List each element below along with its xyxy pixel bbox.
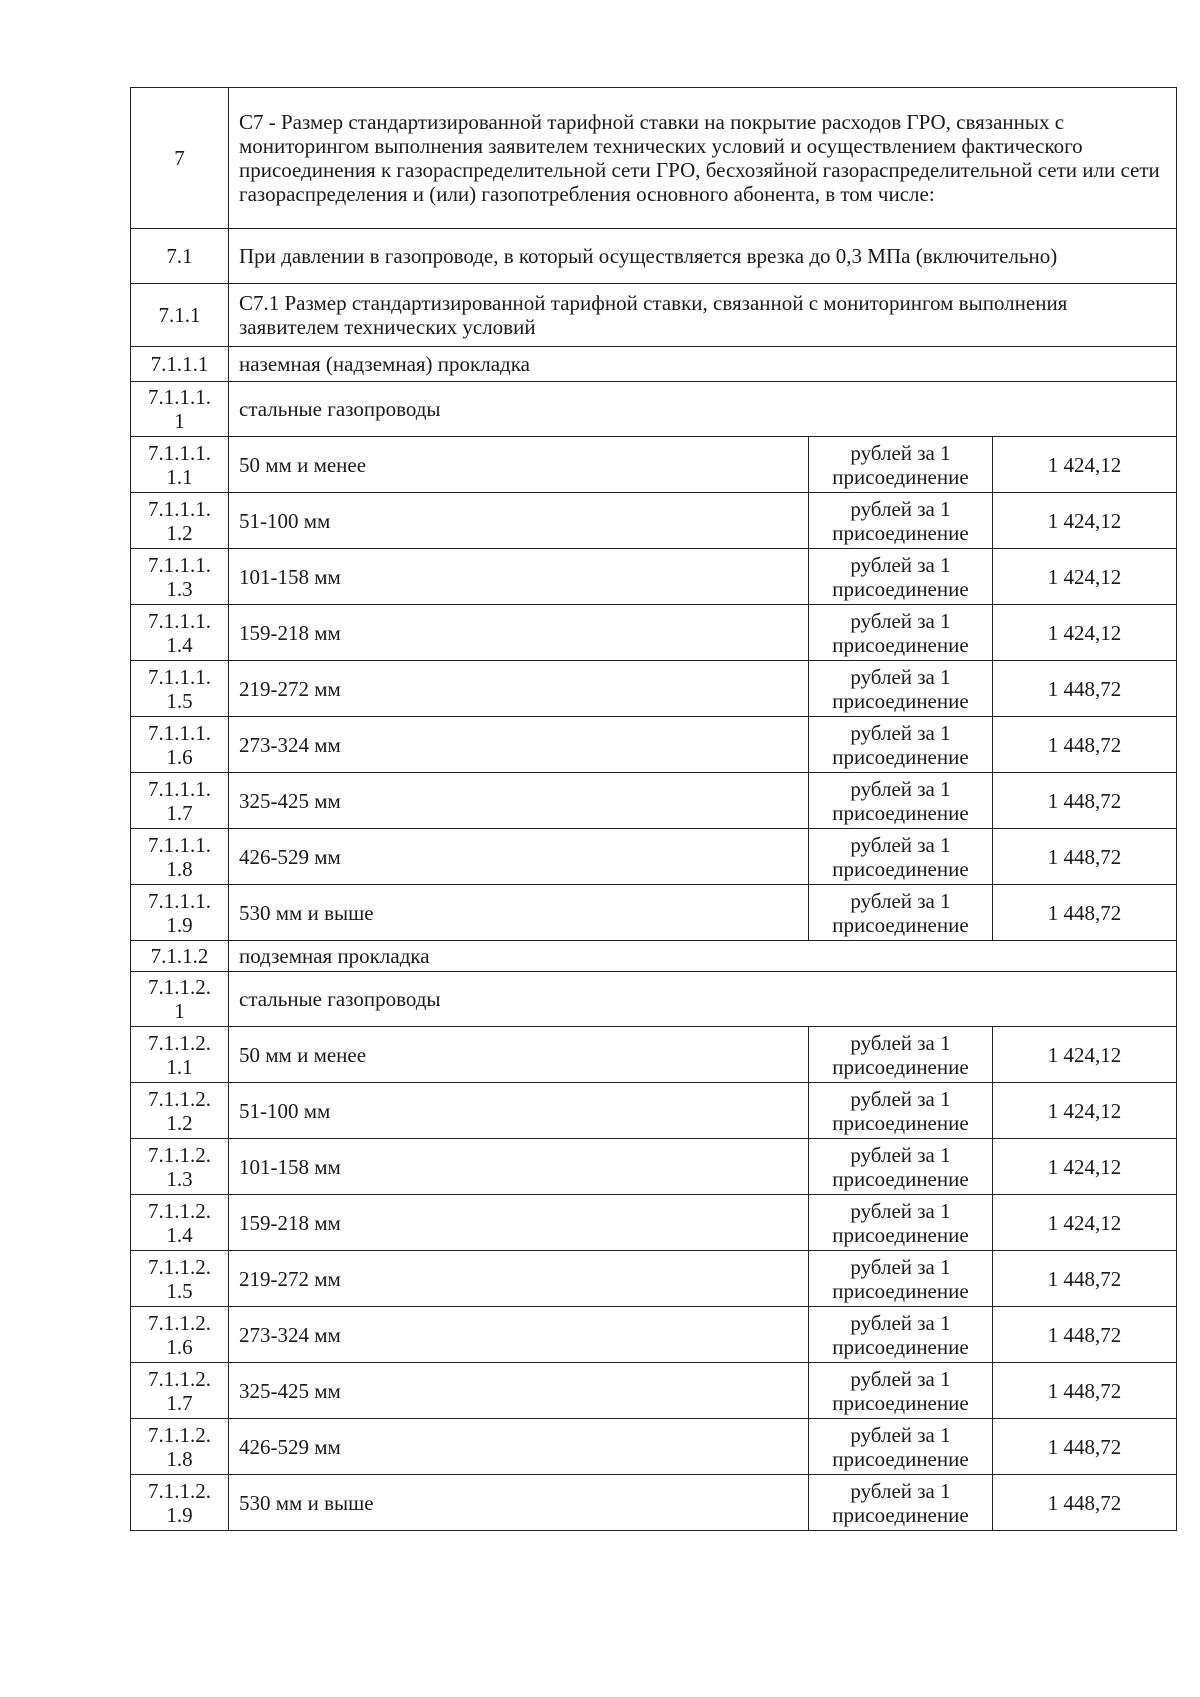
- item-number: 7.1.1.1. 1.5: [131, 661, 229, 717]
- item-unit: рублей за 1 присоединение: [809, 1195, 993, 1251]
- rate-number: 7.1.1: [131, 284, 229, 347]
- pressure-title: При давлении в газопроводе, в который осуществляется врезка до 0,3 МПа (включительно): [229, 229, 1177, 284]
- item-value: 1 448,72: [993, 1251, 1177, 1307]
- item-number: 7.1.1.1. 1.1: [131, 437, 229, 493]
- item-diameter: 426-529 мм: [229, 1419, 809, 1475]
- pressure-number: 7.1: [131, 229, 229, 284]
- group-number: 7.1.1.1: [131, 347, 229, 382]
- item-value: 1 448,72: [993, 773, 1177, 829]
- item-number: 7.1.1.2. 1.4: [131, 1195, 229, 1251]
- table-row: [131, 493, 1177, 549]
- item-diameter: 530 мм и выше: [229, 1475, 809, 1531]
- item-value: 1 424,12: [993, 1139, 1177, 1195]
- item-value: 1 448,72: [993, 829, 1177, 885]
- item-number: 7.1.1.2. 1.8: [131, 1419, 229, 1475]
- item-number: 7.1.1.2. 1.6: [131, 1307, 229, 1363]
- item-unit: рублей за 1 присоединение: [809, 1363, 993, 1419]
- item-number: 7.1.1.1. 1.4: [131, 605, 229, 661]
- group-title: наземная (надземная) прокладка: [229, 347, 1177, 382]
- item-unit: рублей за 1 присоединение: [809, 1475, 993, 1531]
- item-value: 1 424,12: [993, 493, 1177, 549]
- item-unit: рублей за 1 присоединение: [809, 1139, 993, 1195]
- item-value: 1 424,12: [993, 1083, 1177, 1139]
- table-row: [131, 1363, 1177, 1419]
- table-row: [131, 437, 1177, 493]
- item-unit: рублей за 1 присоединение: [809, 1419, 993, 1475]
- subgroup-row: [131, 382, 1177, 437]
- item-number: 7.1.1.1. 1.2: [131, 493, 229, 549]
- item-unit: рублей за 1 присоединение: [809, 1251, 993, 1307]
- table-row: [131, 1475, 1177, 1531]
- item-number: 7.1.1.2. 1.1: [131, 1027, 229, 1083]
- rate-row: [131, 284, 1177, 347]
- item-unit: рублей за 1 присоединение: [809, 1083, 993, 1139]
- item-diameter: 50 мм и менее: [229, 1027, 809, 1083]
- group-row: [131, 347, 1177, 382]
- item-number: 7.1.1.1. 1.6: [131, 717, 229, 773]
- item-diameter: 325-425 мм: [229, 773, 809, 829]
- item-number: 7.1.1.1. 1.7: [131, 773, 229, 829]
- item-value: 1 424,12: [993, 437, 1177, 493]
- item-number: 7.1.1.2. 1.9: [131, 1475, 229, 1531]
- item-number: 7.1.1.2. 1.5: [131, 1251, 229, 1307]
- item-number: 7.1.1.1. 1.3: [131, 549, 229, 605]
- table-row: [131, 661, 1177, 717]
- item-unit: рублей за 1 присоединение: [809, 605, 993, 661]
- item-unit: рублей за 1 присоединение: [809, 549, 993, 605]
- table-row: [131, 829, 1177, 885]
- item-unit: рублей за 1 присоединение: [809, 773, 993, 829]
- table-row: [131, 605, 1177, 661]
- table-row: [131, 885, 1177, 941]
- item-diameter: 530 мм и выше: [229, 885, 809, 941]
- item-diameter: 50 мм и менее: [229, 437, 809, 493]
- table-row: [131, 1195, 1177, 1251]
- section-row: [131, 88, 1177, 229]
- item-value: 1 448,72: [993, 661, 1177, 717]
- rate-title: С7.1 Размер стандартизированной тарифной ставки, связанной с мониторингом выполнения заявителем технических условий: [229, 284, 1177, 347]
- item-unit: рублей за 1 присоединение: [809, 1027, 993, 1083]
- item-unit: рублей за 1 присоединение: [809, 885, 993, 941]
- tariff-table: [130, 87, 1177, 1531]
- item-number: 7.1.1.1. 1.8: [131, 829, 229, 885]
- group-number: 7.1.1.2: [131, 941, 229, 972]
- item-diameter: 273-324 мм: [229, 1307, 809, 1363]
- item-diameter: 51-100 мм: [229, 493, 809, 549]
- subgroup-number: 7.1.1.1. 1: [131, 382, 229, 437]
- table-row: [131, 1307, 1177, 1363]
- table-row: [131, 1027, 1177, 1083]
- item-diameter: 159-218 мм: [229, 605, 809, 661]
- table-row: [131, 773, 1177, 829]
- item-value: 1 448,72: [993, 1307, 1177, 1363]
- item-unit: рублей за 1 присоединение: [809, 829, 993, 885]
- pressure-row: [131, 229, 1177, 284]
- table-row: [131, 1419, 1177, 1475]
- subgroup-row: [131, 972, 1177, 1027]
- subgroup-title: стальные газопроводы: [229, 382, 1177, 437]
- item-diameter: 101-158 мм: [229, 549, 809, 605]
- item-unit: рублей за 1 присоединение: [809, 493, 993, 549]
- item-number: 7.1.1.2. 1.7: [131, 1363, 229, 1419]
- table-row: [131, 717, 1177, 773]
- table-row: [131, 1083, 1177, 1139]
- item-value: 1 448,72: [993, 1475, 1177, 1531]
- subgroup-title: стальные газопроводы: [229, 972, 1177, 1027]
- item-diameter: 159-218 мм: [229, 1195, 809, 1251]
- table-row: [131, 549, 1177, 605]
- table-row: [131, 1251, 1177, 1307]
- item-value: 1 448,72: [993, 1419, 1177, 1475]
- item-value: 1 424,12: [993, 605, 1177, 661]
- item-diameter: 426-529 мм: [229, 829, 809, 885]
- item-diameter: 219-272 мм: [229, 1251, 809, 1307]
- item-unit: рублей за 1 присоединение: [809, 1307, 993, 1363]
- item-unit: рублей за 1 присоединение: [809, 661, 993, 717]
- section-title: С7 - Размер стандартизированной тарифной ставки на покрытие расходов ГРО, связанных с мониторингом выполнения заявителем технических условий и осуществлением фактического присоединения к газораспределительной сети ГРО, бесхозяйной газораспределительной сети или сети газораспределения и (или) газопотребления основного абонента, в том числе:: [229, 88, 1177, 229]
- item-value: 1 448,72: [993, 885, 1177, 941]
- item-value: 1 424,12: [993, 1195, 1177, 1251]
- item-unit: рублей за 1 присоединение: [809, 437, 993, 493]
- item-diameter: 51-100 мм: [229, 1083, 809, 1139]
- section-number: 7: [131, 88, 229, 229]
- item-unit: рублей за 1 присоединение: [809, 717, 993, 773]
- item-number: 7.1.1.2. 1.3: [131, 1139, 229, 1195]
- item-value: 1 448,72: [993, 1363, 1177, 1419]
- item-number: 7.1.1.1. 1.9: [131, 885, 229, 941]
- item-diameter: 325-425 мм: [229, 1363, 809, 1419]
- item-diameter: 219-272 мм: [229, 661, 809, 717]
- table-row: [131, 1139, 1177, 1195]
- item-value: 1 424,12: [993, 1027, 1177, 1083]
- item-diameter: 273-324 мм: [229, 717, 809, 773]
- item-number: 7.1.1.2. 1.2: [131, 1083, 229, 1139]
- item-diameter: 101-158 мм: [229, 1139, 809, 1195]
- item-value: 1 448,72: [993, 717, 1177, 773]
- subgroup-number: 7.1.1.2. 1: [131, 972, 229, 1027]
- group-title: подземная прокладка: [229, 941, 1177, 972]
- group-row: [131, 941, 1177, 972]
- item-value: 1 424,12: [993, 549, 1177, 605]
